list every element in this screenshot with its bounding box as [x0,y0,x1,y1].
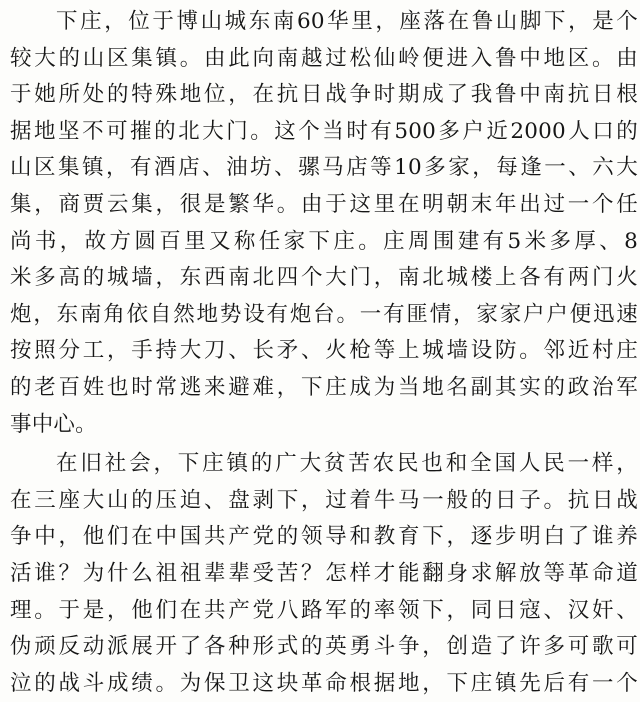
text-line: 在三座大山的压迫、盘剥下，过着牛马一般的日子。抗日战 [10,487,638,513]
text-line: 集，商贾云集，很是繁华。由于这里在明朝末年出过一个任 [10,191,638,217]
text-line: 于她所处的特殊地位，在抗日战争时期成了我鲁中南抗日根 [10,82,638,108]
paragraph-1 [10,4,638,443]
text-line: 山区集镇，有酒店、油坊、骡马店等10多家，每逢一、六大 [10,155,638,181]
text-line: 的老百姓也时常逃来避难，下庄成为当地名副其实的政治军 [10,374,638,400]
text-line: 据地坚不可摧的北大门。这个当时有500多户近2000人口的 [10,118,638,144]
text-line: 泣的战斗成绩。为保卫这块革命根据地，下庄镇先后有一个 [10,670,638,696]
text-line: 较大的山区集镇。由此向南越过松仙岭便进入鲁中地区。由 [10,45,638,71]
text-line: 争中，他们在中国共产党的领导和教育下，逐步明白了谁养 [10,524,638,550]
text-line: 按照分工，手持大刀、长矛、火枪等上城墙设防。邻近村庄 [10,338,638,364]
text-line: 事中心。 [10,411,97,437]
text-line: 下庄，位于博山城东南60华里，座落在鲁山脚下，是个 [56,9,638,34]
text-line: 米多高的城墙，东西南北四个大门，南北城楼上各有两门火 [10,265,638,291]
text-line: 在旧社会，下庄镇的广大贫苦农民也和全国人民一样， [56,451,638,477]
paragraph-2 [10,446,638,702]
text-line: 炮，东南角依自然地势设有炮台。一有匪情，家家户户便迅速 [10,301,638,327]
text-line: 伪顽反动派展开了各种形式的英勇斗争，创造了许多可歌可 [10,634,638,660]
text-line: 理。于是，他们在共产党八路军的率领下，同日寇、汉奸、 [10,597,638,623]
text-line: 尚书，故方圆百里又称任家下庄。庄周围建有5米多厚、8 [10,228,638,254]
document-page [10,4,638,694]
text-line: 活谁？为什么祖祖辈辈受苦？怎样才能翻身求解放等革命道 [10,560,638,586]
